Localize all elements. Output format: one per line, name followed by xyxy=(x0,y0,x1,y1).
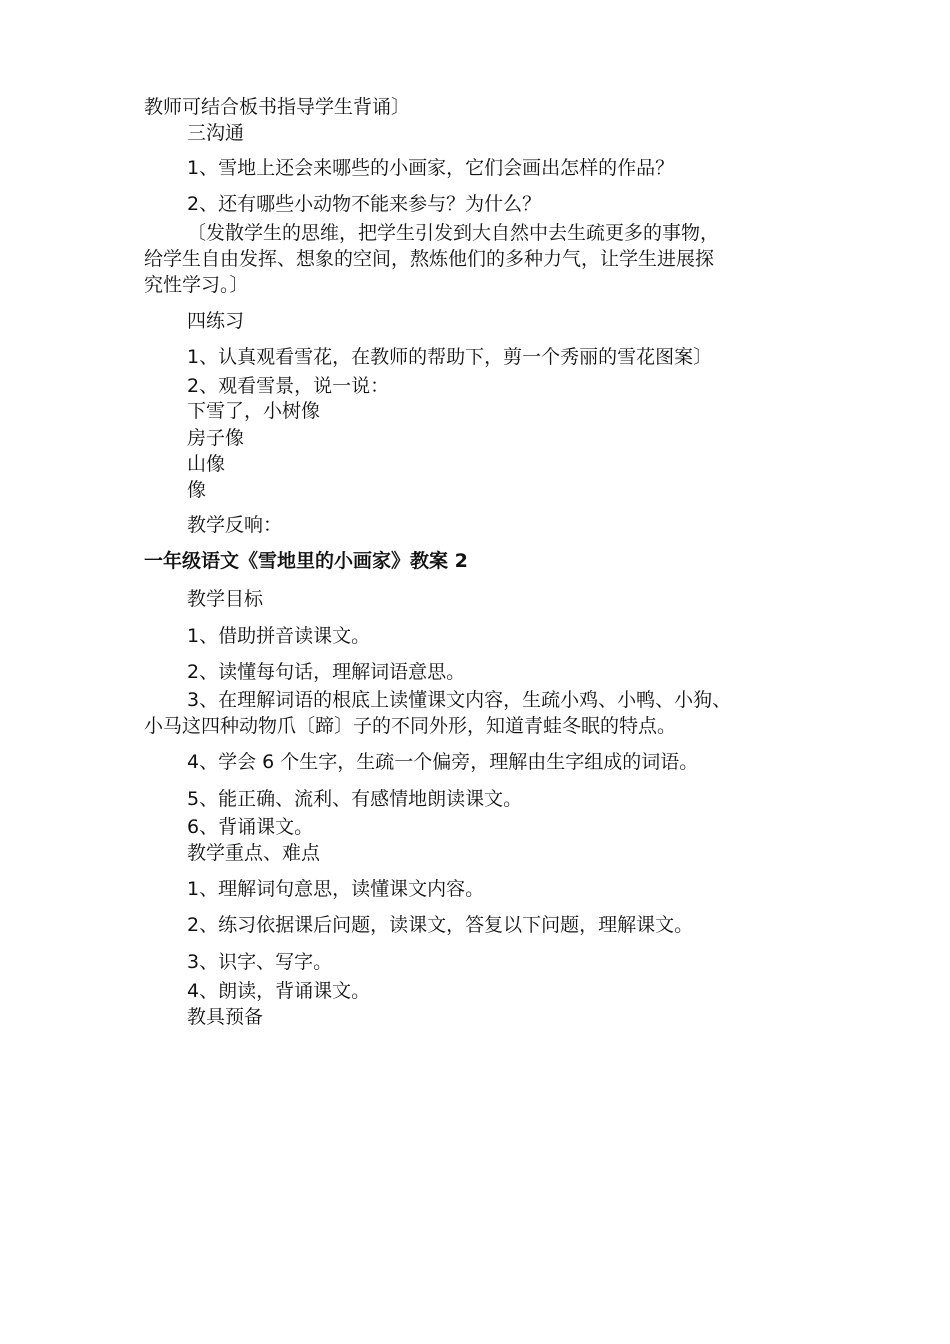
text-line: 山像 xyxy=(187,453,226,475)
text-line: 教师可结合板书指导学生背诵〕 xyxy=(144,96,411,118)
section-heading: 三沟通 xyxy=(187,122,245,144)
list-item: 1、理解词句意思，读懂课文内容。 xyxy=(187,878,485,900)
text-line: 像 xyxy=(187,479,207,501)
section-heading: 教学重点、难点 xyxy=(187,842,321,864)
list-item: 2、读懂每句话，理解词语意思。 xyxy=(187,661,466,683)
section-heading: 教学目标 xyxy=(187,588,264,610)
list-item: 4、朗读，背诵课文。 xyxy=(187,980,371,1002)
list-item: 6、背诵课文。 xyxy=(187,816,314,838)
list-item: 2、观看雪景，说一说： xyxy=(187,375,390,397)
text-line: 房子像 xyxy=(187,427,245,449)
text-line: 究性学习。〕 xyxy=(144,274,249,296)
list-item: 2、练习依据课后问题，读课文，答复以下问题，理解课文。 xyxy=(187,914,694,936)
text-line: 给学生自由发挥、想象的空间，熬炼他们的多种力气，让学生进展探 xyxy=(144,248,715,270)
section-heading: 四练习 xyxy=(187,310,245,332)
text-line: 〔发散学生的思维，把学生引发到大自然中去生疏更多的事物， xyxy=(187,222,720,244)
text-line: 小马这四种动物爪〔蹄〕子的不同外形，知道青蛙冬眠的特点。 xyxy=(144,715,677,737)
list-item: 1、认真观看雪花，在教师的帮助下，剪一个秀丽的雪花图案〕 xyxy=(187,346,713,368)
text-line: 下雪了，小树像 xyxy=(187,400,321,422)
list-item: 3、识字、写字。 xyxy=(187,951,333,973)
text-line: 教学反响： xyxy=(187,514,283,536)
section-heading: 教具预备 xyxy=(187,1006,264,1028)
list-item: 5、能正确、流利、有感情地朗读课文。 xyxy=(187,788,523,810)
list-item: 4、学会 6 个生字，生疏一个偏旁，理解由生字组成的词语。 xyxy=(187,751,699,773)
list-item: 3、在理解词语的根底上读懂课文内容，生疏小鸡、小鸭、小狗、 xyxy=(187,689,732,711)
list-item: 2、还有哪些小动物不能来参与？为什么？ xyxy=(187,193,542,215)
list-item: 1、雪地上还会来哪些的小画家，它们会画出怎样的作品？ xyxy=(187,157,675,179)
list-item: 1、借助拼音读课文。 xyxy=(187,625,371,647)
document-title: 一年级语文《雪地里的小画家》教案 2 xyxy=(144,550,468,572)
